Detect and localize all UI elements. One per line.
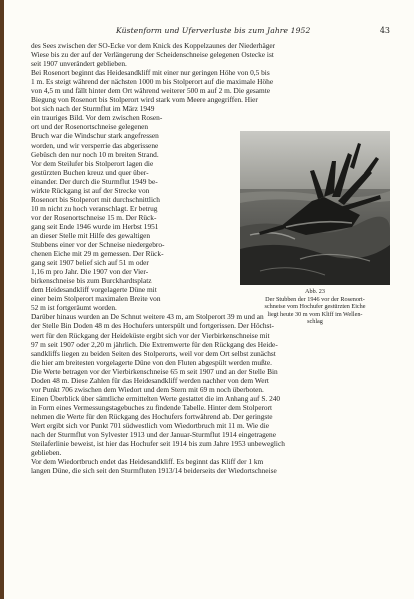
text-line: Wert ergibt sich vor Punkt 701 südwestlich vom Wiedortbruch mit 11 m. Wie die <box>31 420 269 430</box>
text-line: gang seit Ende 1946 wurde im Herbst 1951 <box>31 221 159 231</box>
text-line: der Stelle Bin Doden 48 m des Hochufers unterspült und fortgerissen. Der Höchst- <box>31 321 274 331</box>
text-line: des Sees zwischen der SO-Ecke vor dem Knick des Koppelzaunes der Niederhäger <box>31 41 276 50</box>
text-line: Wiese bis zu der auf der Verlängerung der Scheidenschneise gelegenen Ostecke ist <box>31 50 274 60</box>
text-line: 97 m seit 1907 oder 2,20 m jährlich. Die Extremwerte für den Rückgang des Heide- <box>31 339 278 349</box>
text-line: Biegung von Rosenort bis Stolperort wird stark vom Meere angegriffen. Hier <box>31 95 258 105</box>
text-line: in Form eines Vermessungstagebuches zu findende Tabelle. Hinter dem Stolperort <box>31 402 273 412</box>
text-line: Rosenort bis Stolperort mit durchschnittlich <box>31 194 160 204</box>
paragraph-bottom <box>31 312 396 475</box>
text-line: ein trauriges Bild. Vor dem zwischen Rosen- <box>31 113 163 123</box>
text-line: Darüber hinaus wurden an De Schnut weitere 43 m, am Stolperort 39 m und an <box>31 312 264 322</box>
text-line: sandkliffs liegen zu beiden Seiten des Stolperorts, weil vor dem Ort selbst zunächst <box>31 348 276 358</box>
caption-line: schneise vom Hochufer gestürzten Eiche <box>264 303 366 311</box>
page-number: 43 <box>379 26 390 35</box>
text-line: Doden 48 m. Diese Zahlen für das Heidesandkliff werden nachher von dem Wert <box>31 375 269 385</box>
running-head: Küstenform und Uferverluste bis zum Jahre 1952 <box>116 26 311 35</box>
text-line: langen Düne, die sich seit den Sturmfluten 1913/14 beiderseits der Wiedortschneise <box>31 466 277 476</box>
paragraph-top <box>31 41 396 113</box>
text-line: chenen Eiche mit 29 m gemessen. Der Rück- <box>31 249 164 259</box>
text-line: vor Punkt 706 zwischen dem Wiedort und dem Stern mit 69 m noch überboten. <box>31 384 264 394</box>
caption-line: schlag <box>307 318 323 326</box>
text-line: nach der Sturmflut von Sylvester 1913 und der Januar-Sturmflut 1914 eingetragene <box>31 430 276 440</box>
text-line: 52 m ist fortgeräumt worden. <box>31 303 117 313</box>
figure-caption <box>240 288 390 326</box>
text-line: 1,16 m pro Jahr. Die 1907 von der Vier- <box>31 267 149 277</box>
fallen-tree-stump-photo <box>240 131 390 285</box>
page-header <box>4 26 414 38</box>
text-line: Bruch war die Windschur stark angefressen <box>31 131 159 141</box>
text-line: die hier am breitesten vorgelagerte Düne von den Fluten abgespült werden mußte. <box>31 357 272 367</box>
text-line: Bei Rosenort beginnt das Heidesandkliff mit einer nur geringen Höhe von 0,5 bis <box>31 68 270 78</box>
text-line: gang seit 1907 belief sich auf 51 m oder <box>31 258 149 268</box>
text-line: einander. Der durch die Sturmflut 1949 be- <box>31 176 158 186</box>
text-line: an dieser Stelle mit Hilfe des gewaltigen <box>31 230 151 240</box>
text-line: bot sich nach der Sturmflut im März 1949 <box>31 104 155 114</box>
text-line: ort und der Rosenortschneise gelegenen <box>31 122 149 132</box>
text-line: dem Heidesandkliff vorgelagerte Düne mit <box>31 285 157 295</box>
text-line: worden, und wir versperrie das abgerissene <box>31 140 159 150</box>
text-line: Einen Überblick über sämtliche ermittelten Werte gestattet die im Anhang auf S. 240 <box>31 393 281 403</box>
text-line: Steilaferlinie beweist, ist hier das Hochufer seit 1914 bis zum Jahre 1953 unbeweglich <box>31 439 285 449</box>
text-line: 10 m nicht zu hoch veranschlagt. Er betrug <box>31 203 158 213</box>
figure <box>240 131 390 326</box>
caption-line: Der Stubben der 1946 vor der Rosenort- <box>265 295 365 303</box>
caption-line: liegt heute 30 m vom Kliff im Wellen- <box>267 310 363 318</box>
text-line: gestürzten Buchen kreuz und quer über- <box>31 167 149 177</box>
text-line: birkenschneise bis zum Burckhardtsplatz <box>31 276 152 286</box>
text-line: nehmen die Werte für den Rückgang des Hochufers fortwährend ab. Der geringste <box>31 411 273 421</box>
text-line: Vor dem Wiedortbruch endet das Heidesandkliff. Es beginnt das Kliff der 1 km <box>31 457 264 467</box>
text-line: Gebüsch den nur noch 10 m breiten Strand. <box>31 149 159 159</box>
text-line: Vor dem Steilufer bis Stolperort lagen die <box>31 158 154 168</box>
text-line: Die Werte betragen vor der Vierbirkenschneise 65 m seit 1907 und an der Stelle Bin <box>31 366 278 376</box>
text-line: seit 1907 unverändert geblieben. <box>31 59 127 69</box>
text-line: geblieben. <box>31 448 62 458</box>
text-line: wirkte Rückgang ist auf der Strecke von <box>31 185 150 195</box>
text-line: wert für den Rückgang der Heideküste ergibt sich vor der Vierbirkenschneise mit <box>31 330 270 340</box>
figure-label: Abb. 23 <box>305 288 325 295</box>
text-line: einer beim Stolperort maximalen Breite von <box>31 294 161 304</box>
text-line: von 4,5 m und fällt hinter dem Ort während weiterer 500 m auf 2 m. Die gesamte <box>31 86 271 96</box>
text-line: Stubbens einer vor der Schneise niedergebro- <box>31 240 165 250</box>
text-line: vor der Rosenortschneise 15 m. Der Rück- <box>31 212 157 222</box>
text-line: 1 m. Es steigt während der nächsten 1000 m bis Stolperort auf die maximale Höhe <box>31 77 274 87</box>
